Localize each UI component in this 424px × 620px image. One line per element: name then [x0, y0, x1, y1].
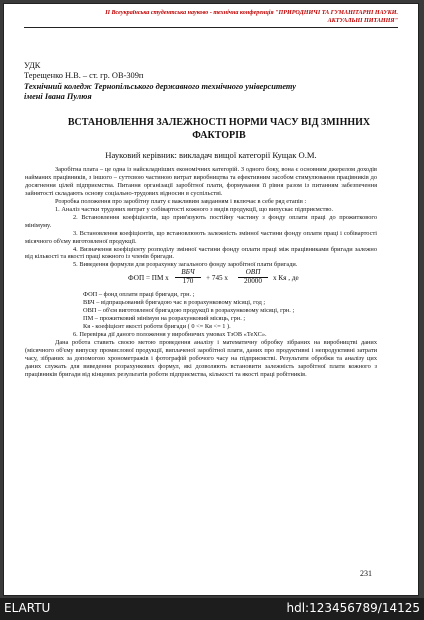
- formula-tail: х Кя , де: [273, 274, 299, 283]
- handle-id[interactable]: hdl:123456789/14125: [286, 601, 420, 615]
- affiliation-line2: імені Івана Пулюя: [24, 92, 92, 102]
- supervisor-line: Науковий керівник: викладач вищої категорії Кущак О.М.: [105, 150, 317, 160]
- body-paragraph-3: Дана робота ставить своєю метою проведення аналізу і математичну обробку зібраних на виробництві даних (місячного об'єму випуску промислової продукції, виплаченої заробітної плати, даних про продуктивні і непродуктивні затрати часу, зібраних за допомогою хронометражів і фотографій робочого часу на підприємстві. Результати обробки та аналізу цих даних служать для виведення розрахункових формул, які дозволяють встановити залежність заробітної плати кожного з працівників бригади від кінцевих результатів роботи підприємства, кількості та якості праці робітників.: [25, 339, 377, 378]
- formula-denominator-2: 20000: [244, 277, 262, 286]
- stage-item-1: 1. Аналіз частки трудових витрат у собівартості кожного з видів продукції, що випускає підприємство.: [55, 205, 334, 213]
- paper-title-line1: ВСТАНОВЛЕННЯ ЗАЛЕЖНОСТІ НОРМИ ЧАСУ ВІД ЗМІННИХ: [67, 117, 371, 128]
- formula-middle: + 745 х: [206, 274, 229, 283]
- paper-title: [44, 116, 394, 142]
- page-number: 231: [360, 569, 372, 578]
- legend-item-vbch: ВБЧ – відпрацьований бригадою час в розрахунковому місяці, год ;: [83, 299, 266, 307]
- body-paragraph-2: Розробка положення про заробітну плату є важливим завданням і включає в себе ряд етапів :: [55, 197, 307, 205]
- affiliation-line1: Технічний коледж Тернопільського державного технічного університету: [24, 81, 296, 91]
- repository-footer-bar: [0, 598, 424, 620]
- formula-fraction-1: [175, 269, 201, 286]
- formula-legend: [25, 291, 377, 331]
- header-divider: [24, 27, 398, 28]
- body-paragraph-1: Заробітна плата – це одна із найскладніших економічних категорій. З одного боку, вона є основним джерелом доходів найманих працівників, з іншого – суттєвою частиною витрат виробництва та ефективним засобом стимулювання працівників до досягнення цілей підприємства. Питання організації заробітної плати, формування її рівня разом із питанням забезпечення зайнятості складають основу соціально-трудових відносин в суспільстві.: [25, 166, 377, 197]
- stage-item-6: 6. Перевірка дії даного положення у виробничих умовах ТзОВ «ТеХС».: [73, 331, 267, 339]
- formula-lhs: ФОП = ПМ х: [128, 274, 169, 283]
- paper-title-line2: ФАКТОРІВ: [192, 130, 246, 141]
- formula-fraction-2: [238, 269, 268, 286]
- stage-item-2: 2. Встановлення коефіцієнтів, що прив'язують постійну частину з фонду оплати праці до прожиткового мінімуму.: [25, 213, 377, 229]
- paper-body: [25, 166, 377, 379]
- conference-header: [24, 10, 398, 25]
- legend-item-pm: ПМ – прожитковий мінімум на розрахунковий місяць, грн. ;: [83, 315, 246, 323]
- conference-header-line1: ІІ Всеукраїнська студентська науково - технічна конференція "ПРИРОДНИЧІ ТА ГУМАНІТАРНІ НАУКИ.: [105, 10, 398, 16]
- wage-fund-formula: [25, 269, 377, 291]
- udc-label: УДК: [24, 61, 41, 70]
- repository-name[interactable]: ELARTU: [4, 601, 51, 615]
- document-page: [3, 3, 419, 596]
- stage-item-5: 5. Виведення формули для розрахунку загального фонду заробітної плати бригади.: [73, 261, 298, 269]
- conference-header-line2: АКТУАЛЬНІ ПИТАННЯ": [327, 17, 398, 24]
- stage-item-4: 4. Визначення коефіцієнту розподілу змінної частини фонду оплати праці між працівниками бригади залежно від кількості та якості праці кожного із членів бригади.: [25, 245, 377, 261]
- author-line: Терещенко Н.В. – ст. гр. ОВ-309п: [24, 71, 144, 81]
- formula-denominator-1: 170: [182, 277, 194, 286]
- paper-meta: [24, 61, 296, 103]
- legend-item-ovp: ОВП – об'єм виготовленої бригадою продукції в розрахунковому місяці, грн. ;: [83, 307, 295, 315]
- legend-item-fop: ФОП – фонд оплати праці бригади, грн. ;: [83, 291, 195, 299]
- stage-item-3: 3. Встановлення коефіцієнтів, що встановлюють залежність змінної частини фонду оплати праці і собівартості місячного об'єму виготовленої продукції.: [25, 229, 377, 245]
- formula-numerator-2: ОВП: [238, 269, 268, 278]
- formula-numerator-1: ВБЧ: [175, 269, 201, 278]
- legend-item-kya: Кя - коефіцієнт якості роботи бригади ( 0 <= Кя <= 1 ).: [83, 323, 231, 331]
